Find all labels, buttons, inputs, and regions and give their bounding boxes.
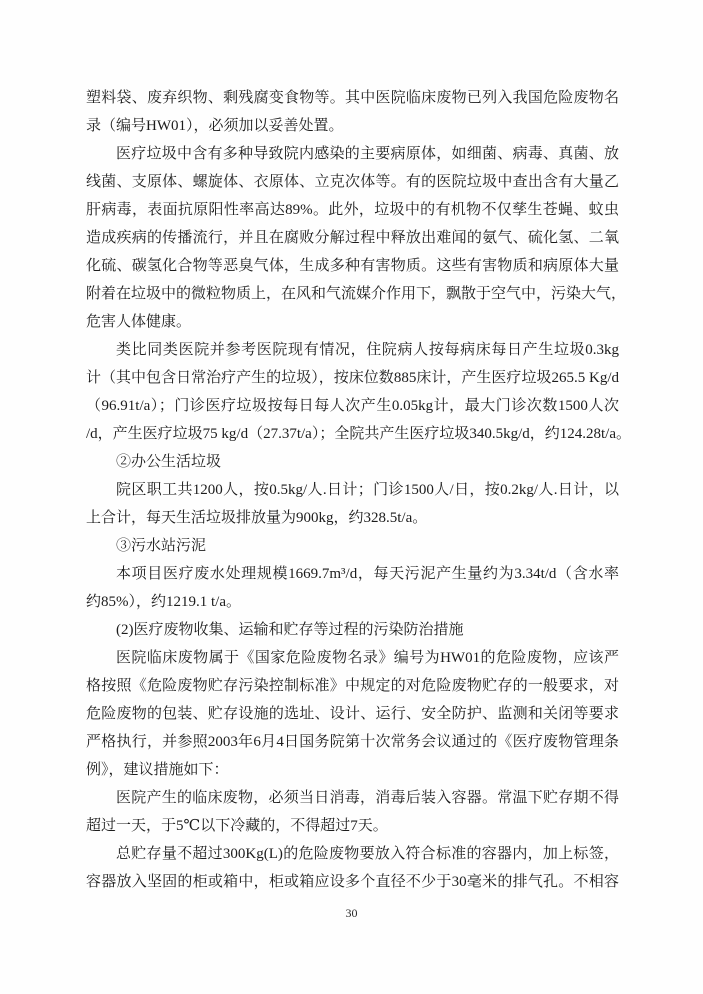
text-line: （96.91t/a）；门诊医疗垃圾按每日每人次产生0.05kg计，最大门诊次数1500人次	[86, 398, 619, 414]
text-line: 总贮存量不超过300Kg(L)的危险废物要放入符合标准的容器内，加上标签，	[116, 846, 619, 862]
text-line: 本项目医疗废水处理规模1669.7m³/d，每天污泥产生量约为3.34t/d（含水率	[116, 566, 619, 582]
text-line: 造成疾病的传播流行，并且在腐败分解过程中释放出难闻的氨气、硫化氢、二氧	[86, 230, 619, 246]
text-line: 上合计，每天生活垃圾排放量为900kg，约328.5t/a。	[86, 510, 428, 526]
text-body	[86, 84, 631, 896]
text-line: 超过一天，于5℃以下冷藏的，不得超过7天。	[86, 818, 388, 834]
text-line: 例》，建议措施如下：	[86, 762, 229, 778]
text-line: 医院临床废物属于《国家危险废物名录》编号为HW01的危险废物，应该严	[116, 650, 619, 666]
text-line: ②办公生活垃圾	[116, 454, 222, 470]
text-line: 类比同类医院并参考医院现有情况，住院病人按每病床每日产生垃圾0.3kg	[116, 342, 619, 358]
text-line: 附着在垃圾中的微粒物质上，在风和气流媒介作用下，飘散于空气中，污染大气，	[86, 286, 627, 302]
page-number: 30	[345, 906, 358, 920]
text-line: 危险废物的包装、贮存设施的选址、设计、运行、安全防护、监测和关闭等要求	[86, 706, 619, 722]
text-line: 约85%），约1219.1 t/a。	[86, 594, 241, 610]
text-line: 危害人体健康。	[86, 314, 192, 330]
text-line: 肝病毒，表面抗原阳性率高达89%。此外，垃圾中的有机物不仅孳生苍蝇、蚊虫	[86, 202, 619, 218]
text-line: (2)医疗废物收集、运输和贮存等过程的污染防治措施	[116, 622, 464, 638]
text-line: 院区职工共1200人，按0.5kg/人.日计；门诊1500人/日，按0.2kg/人.日计，以	[116, 482, 619, 498]
text-line: 严格执行，并参照2003年6月4日国务院第十次常务会议通过的《医疗废物管理条	[86, 734, 619, 750]
text-line: 医院产生的临床废物，必须当日消毒，消毒后装入容器。常温下贮存期不得	[116, 790, 619, 806]
text-line: /d，产生医疗垃圾75 kg/d（27.37t/a）；全院共产生医疗垃圾340.5kg/d，约124.28t/a。	[86, 426, 631, 442]
text-line: 录（编号HW01），必须加以妥善处置。	[86, 118, 344, 134]
text-line: 塑料袋、废弃织物、剩残腐变食物等。其中医院临床废物已列入我国危险废物名	[86, 90, 619, 106]
text-line: 格按照《危险废物贮存污染控制标准》中规定的对危险废物贮存的一般要求，对	[86, 678, 619, 694]
text-line: 线菌、支原体、螺旋体、衣原体、立克次体等。有的医院垃圾中查出含有大量乙	[86, 174, 619, 190]
text-line: 容器放入坚固的柜或箱中，柜或箱应设多个直径不少于30毫米的排气孔。不相容	[86, 874, 619, 890]
text-line: 医疗垃圾中含有多种导致院内感染的主要病原体，如细菌、病毒、真菌、放	[116, 146, 619, 162]
text-line: ③污水站污泥	[116, 538, 207, 554]
text-line: 化硫、碳氢化合物等恶臭气体，生成多种有害物质。这些有害物质和病原体大量	[86, 258, 619, 274]
text-line: 计（其中包含日常治疗产生的垃圾），按床位数885床计，产生医疗垃圾265.5 Kg/d	[86, 370, 619, 386]
